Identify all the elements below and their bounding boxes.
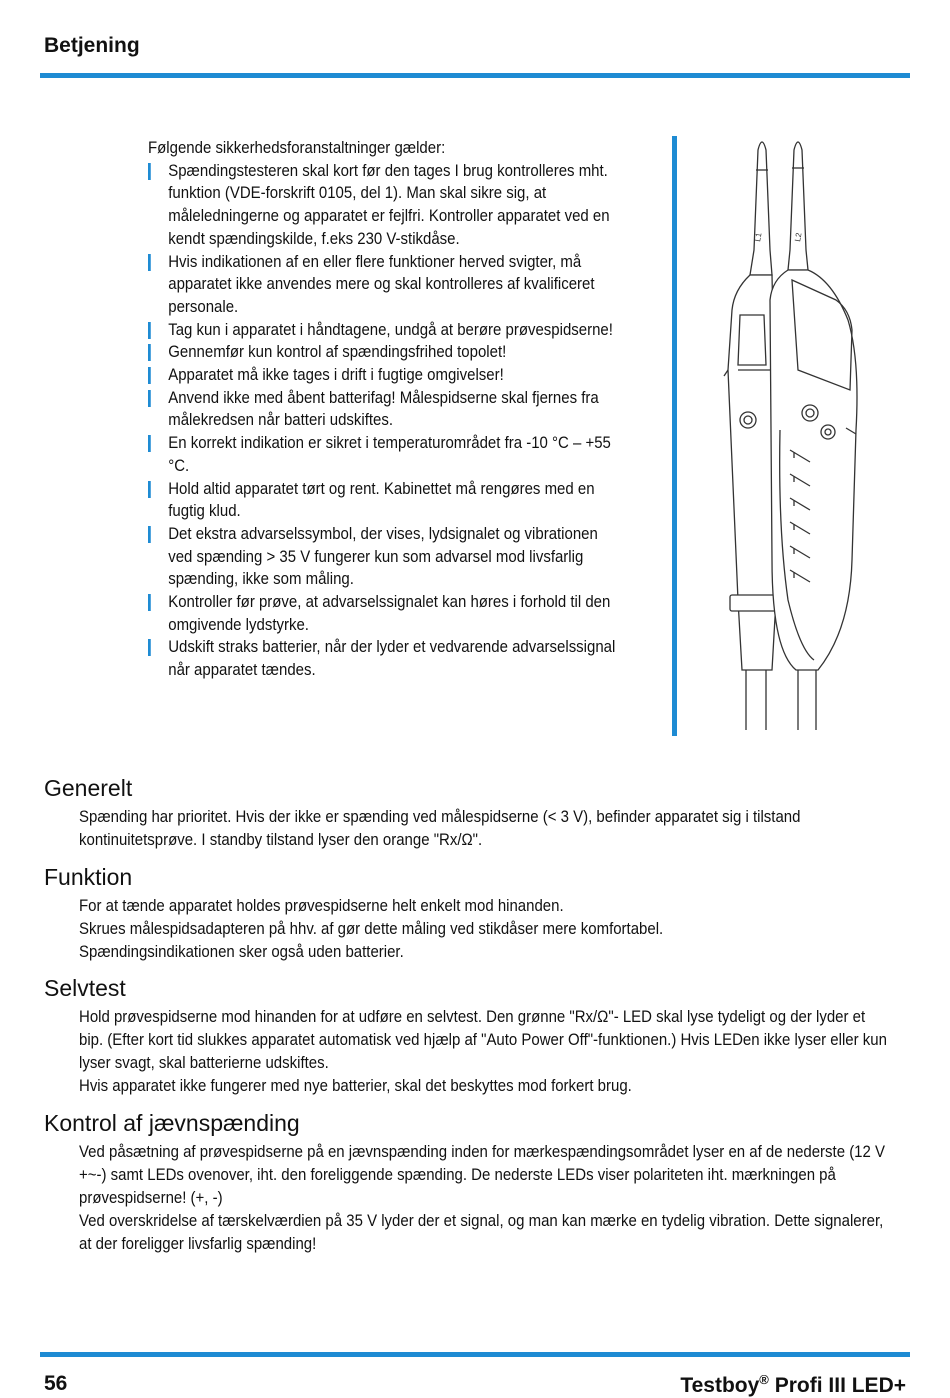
bullet-bar: [148, 367, 151, 384]
registered-mark: ®: [759, 1372, 769, 1387]
section-body: [79, 1006, 889, 1098]
footer-rule: [40, 1352, 910, 1357]
list-item: Hold altid apparatet tørt og rent. Kabinettet må rengøres med en fugtig klud.: [148, 478, 617, 523]
model-name: Profi III LED+: [768, 1374, 906, 1397]
bullet-bar: [148, 254, 151, 271]
section-body: [79, 806, 889, 852]
bullet-bar: [148, 344, 151, 361]
section-title: Generelt: [44, 775, 133, 801]
paragraph: Ved overskridelse af tærskelværdien på 35 V lyder der et signal, og man kan mærke en tydelig vibration. Dette signalerer, at der foreligger livsfarlig spænding!: [79, 1212, 884, 1253]
paragraph: Skrues målespidsadapteren på hhv. af gør dette måling ved stikdåser mere komfortabel.: [79, 920, 664, 938]
bullet-bar: [148, 390, 151, 407]
figure-divider: [672, 136, 677, 736]
paragraph: Hold prøvespidserne mod hinanden for at udføre en selvtest. Den grønne "Rx/Ω"- LED skal lyse tydeligt og der lyder et bip. (Efter kort tid slukkes apparatet automatisk ved hjælp af "Auto Power Off"-funktionen.) Hvis LEDen ikke lyser eller kun lyser svagt, skal batterierne udskiftes.: [79, 1008, 887, 1072]
probe-label-l1: L1: [753, 232, 764, 243]
section-title: Selvtest: [44, 975, 126, 1001]
section-kontrol-af-jaevnspaending: [44, 1110, 904, 1256]
header-rule: [40, 73, 910, 78]
bullet-bar: [148, 163, 151, 180]
bullet-bar: [148, 481, 151, 498]
bullet-bar: [148, 594, 151, 611]
bullet-bar: [148, 435, 151, 452]
safety-list: [148, 160, 617, 682]
section-body: [79, 895, 889, 964]
safety-lead: Følgende sikkerhedsforanstaltninger gælder:: [148, 139, 446, 157]
safety-intro: [148, 137, 617, 682]
list-item: Anvend ikke med åbent batterifag! Målespidserne skal fjernes fra målekredsen når batteri udskiftes.: [148, 387, 617, 432]
brand-name: Testboy: [680, 1374, 760, 1397]
page-header-title: Betjening: [44, 34, 140, 57]
paragraph: For at tænde apparatet holdes prøvespidserne helt enkelt mod hinanden.: [79, 897, 564, 915]
voltage-tester-illustration: [700, 130, 900, 740]
bullet-bar: [148, 639, 151, 656]
bullet-bar: [148, 322, 151, 339]
section-selvtest: [44, 975, 904, 1098]
section-title: Funktion: [44, 864, 133, 890]
page-number: 56: [44, 1372, 68, 1395]
list-item: Gennemfør kun kontrol af spændingsfrihed topolet!: [148, 341, 617, 364]
paragraph: Spændingsindikationen sker også uden batterier.: [79, 943, 404, 961]
footer-brand: [680, 1372, 906, 1398]
section-funktion: [44, 864, 904, 964]
list-item: Apparatet må ikke tages i drift i fugtige omgivelser!: [148, 364, 617, 387]
list-item: Det ekstra advarselssymbol, der vises, lydsignalet og vibrationen ved spænding > 35 V fungerer kun som advarsel mod livsfarlig spænding, ikke som måling.: [148, 523, 617, 591]
list-item: En korrekt indikation er sikret i temperaturområdet fra -10 °C – +55 °C.: [148, 432, 617, 477]
probe-label-l2: L2: [793, 232, 804, 243]
list-item: Tag kun i apparatet i håndtagene, undgå at berøre prøvespidserne!: [148, 319, 617, 342]
section-body: [79, 1141, 889, 1256]
section-title: Kontrol af jævnspænding: [44, 1110, 300, 1136]
section-generelt: [44, 775, 904, 852]
bullet-bar: [148, 526, 151, 543]
paragraph: Hvis apparatet ikke fungerer med nye batterier, skal det beskyttes mod forkert brug.: [79, 1077, 632, 1095]
paragraph: Ved påsætning af prøvespidserne på en jævnspænding inden for mærkespændingsområdet lyser en af de nederste (12 V +~-) samt LEDs ovenover, iht. den foreliggende spænding. De nederste LEDs viser polariteten iht. mærkningen på prøvespidserne! (+, -): [79, 1143, 886, 1207]
list-item: Udskift straks batterier, når der lyder et vedvarende advarselssignal når apparatet tændes.: [148, 636, 617, 681]
list-item: Spændingstesteren skal kort før den tages I brug kontrolleres mht. funktion (VDE-forskrift 0105, del 1). Man skal sikre sig, at måleledningerne og apparatet er fejlfri. Kontroller apparatet ved en kendt spændingskilde, f.eks 230 V-stikdåse.: [148, 160, 617, 251]
paragraph: Spænding har prioritet. Hvis der ikke er spænding ved målespidserne (< 3 V), befinder apparatet sig i tilstand kontinuitetsprøve. I standby tilstand lyser den orange "Rx/Ω".: [79, 808, 801, 849]
list-item: Hvis indikationen af en eller flere funktioner herved svigter, må apparatet ikke anvendes mere og skal kontrolleres af kvalificeret personale.: [148, 251, 617, 319]
list-item: Kontroller før prøve, at advarselssignalet kan høres i forhold til den omgivende lydstyrke.: [148, 591, 617, 636]
